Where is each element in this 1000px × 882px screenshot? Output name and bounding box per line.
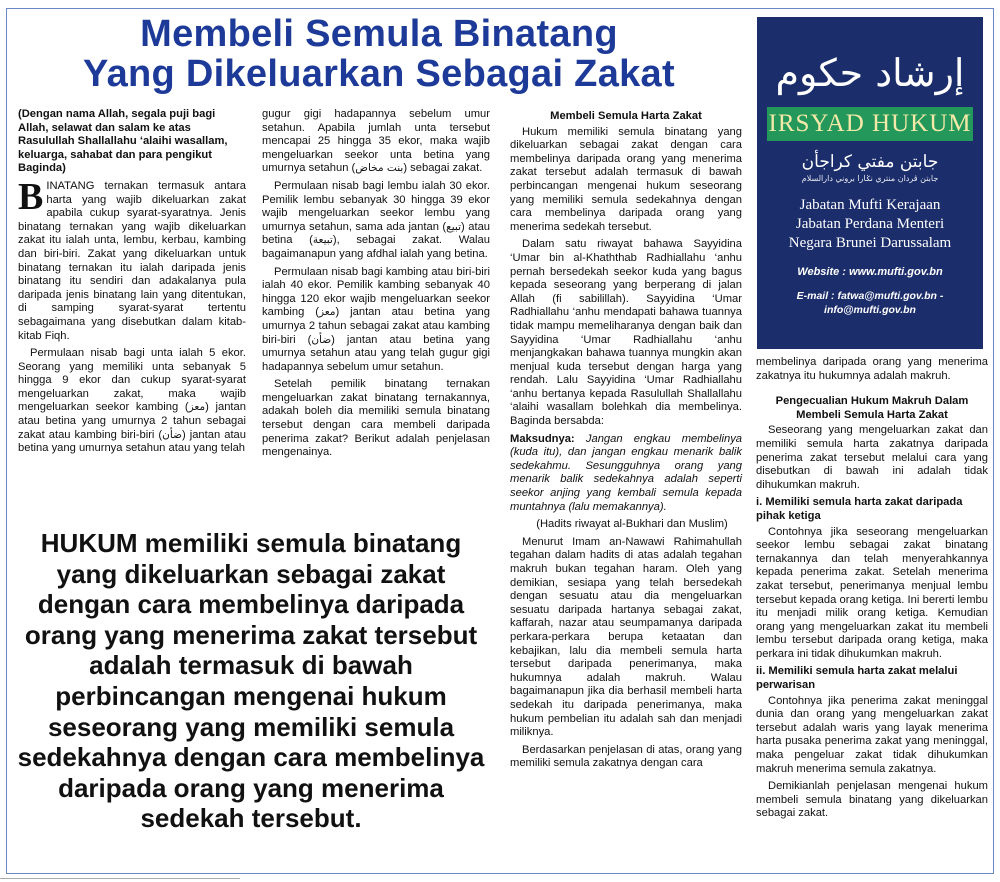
intro-paragraph: (Dengan nama Allah, segala puji bagi Allah, selawat dan salam ke atas Rasulullah Shallallahu ‘alaihi wasallam, keluarga, sahabat dan para pengikut Baginda)	[18, 108, 228, 175]
section-heading: Membeli Semula Harta Zakat	[550, 110, 702, 122]
col2-p2-c: ), sebagai zakat. Walau bagaimanapun yang afdhal ialah yang betina.	[262, 234, 490, 260]
col1-paragraph-2	[18, 347, 246, 456]
col3-paragraph-4: Berdasarkan penjelasan di atas, orang yang memiliki semula zakatnya dengan cara	[510, 743, 742, 770]
col2-p3-b: ) jantan atau betina yang umurnya 2 tahun sebagai zakat atau kambing biri-biri (	[262, 306, 490, 346]
col2-p2-b: ) atau betina (	[262, 220, 491, 247]
col1-p2-c: ) jantan atau betina yang umurnya setahun atau yang telah	[18, 428, 246, 455]
arabic-term: تبيع	[446, 220, 462, 233]
arabic-term: ضأن	[162, 428, 182, 441]
maksud-label: Maksudnya:	[510, 432, 575, 445]
hadith-quote	[510, 433, 742, 515]
column-1	[18, 108, 246, 460]
arabic-term: معز	[188, 401, 206, 414]
title-line-1: Membeli Semula Binatang	[140, 13, 618, 55]
col3-paragraph-1: Hukum memiliki semula binatang yang dikeluarkan sebagai zakat dengan cara membelinya daripada orang yang menerima zakat tersebut adalah termasuk di bawah perbincangan mengenai hukum seseorang yang memiliki semula sedekahnya dengan cara membelinya daripada orang yang menerima sedekah tersebut.	[510, 125, 742, 233]
col4-paragraph-3: Contohnya jika penerima zakat meninggal dunia dan orang yang mengeluarkan zakat tersebut adalah waris yang layak menerima harta pusaka penerima zakat yang meninggal, maka pengeluar zakat tidak dihukumkan makruh menerima semula zakatnya.	[756, 694, 988, 775]
col2-paragraph-2	[262, 180, 490, 262]
col1-p2-b: ) jantan atau betina yang umurnya 2 tahun sebagai zakat atau kambing biri-biri (	[18, 401, 246, 441]
col2-paragraph-1	[262, 108, 490, 176]
col1-p2-a: Permulaan nisab bagi unta ialah 5 ekor. Seorang yang memiliki unta sebanyak 5 hingga 9 ekor dan cukup syarat-syarat mengeluarkan zakat, maka wajib mengeluarkan seekor kambing (	[18, 347, 246, 414]
arabic-term: معز	[318, 306, 336, 319]
dept-line-3: Negara Brunei Darussalam	[788, 235, 952, 251]
col3-paragraph-3: Menurut Imam an-Nawawi Rahimahullah tegahan dalam hadits di atas adalah tegahan makruh bukan tegahan haram. Oleh yang demikian, sesiapa yang telah bersedekah dengan sesuatu atau dia mengeluarkan sesuatu daripada hartanya sebagai zakat, kaffarah, nazar atau seumpamanya daripada perkara-perkara berupa ketaatan dan kebajikan, lalu dia membeli semula harta tersebut daripada penerimanya, maka hukumnya adalah makruh. Walau bagaimanapun jika dia berhasil membeli harta sedekah itu daripada penerimanya, maka hukum pembelian itu adalah sah dan menjadi miliknya.	[510, 535, 742, 739]
col2-p1: gugur gigi hadapannya sebelum umur setahun. Apabila jumlah unta tersebut mencapai 25 hingga 35 ekor, maka wajib mengeluarkan seekor unta betina yang umurnya setahun (	[262, 108, 490, 175]
pull-quote: HUKUM memiliki semula binatang yang dikeluarkan sebagai zakat dengan cara membelinya daripada orang yang menerima zakat tersebut adalah termasuk di bawah perbincangan mengenai hukum seseorang yang memiliki semula sedekahnya dengan cara membelinya daripada orang yang menerima sedekah tersebut.	[17, 528, 485, 834]
arabic-term: بنت مخاض	[355, 162, 404, 175]
divider	[0, 878, 240, 879]
subheading-2: ii. Memiliki semula harta zakat melalui perwarisan	[756, 665, 958, 692]
arabic-term: ضأن	[311, 333, 332, 346]
title-line-2: Yang Dikeluarkan Sebagai Zakat	[83, 53, 675, 95]
dept-line-2: Jabatan Perdana Menteri	[795, 216, 945, 232]
col4-paragraph-2: Contohnya jika seseorang mengeluarkan seekor lembu sebagai zakat binatang ternakannya dan telah menyerahkannya kepada penerima zakat. Setelah menerima zakat tersebut, penerimanya menjual lembu tersebut kepada orang ketiga. Ini bererti lembu itu menjadi milik orang ketiga. Kemudian orang yang mengeluarkan zakat itu membeli lembu tersebut daripada orang ketiga, maka perkara ini tidak dihukumkan makruh.	[756, 525, 988, 660]
col1-paragraph-1	[18, 175, 246, 343]
drop-cap: B	[18, 175, 44, 218]
col2-p2-a: Permulaan nisab bagi lembu ialah 30 ekor. Pemilik lembu sebanyak 30 hingga 39 ekor wajib mengeluarkan seekor lembu yang umurnya setahun, sama ada jantan (	[262, 179, 490, 233]
subheading-1: i. Memiliki semula harta zakat daripada pihak ketiga	[756, 496, 963, 522]
col4-paragraph-0: membelinya daripada orang yang menerima zakatnya itu hukumnya adalah makruh.	[756, 356, 988, 382]
article-title	[10, 14, 748, 94]
col2-paragraph-4: Setelah pemilik binatang ternakan mengeluarkan zakat binatang ternakannya, adakah boleh dia memiliki semula binatang tersebut dengan cara membeli daripada penerima zakat? Berikut adalah penjelasan mengenainya.	[262, 378, 490, 459]
irsyad-hukum-logo	[757, 17, 983, 349]
arabic-calligraphy-title: إرشاد حكوم	[775, 51, 965, 95]
arabic-term: تبيعة	[312, 234, 333, 247]
col4-paragraph-1: Seseorang yang mengeluarkan zakat dan memiliki semula harta zakatnya daripada penerima zakat tersebut melalui cara yang disebutkan di bawah ini adalah tidak dihukumkan makruh.	[756, 424, 988, 491]
email-text: E-mail : fatwa@mufti.gov.bn - info@mufti.gov.bn	[796, 290, 944, 316]
col3-paragraph-2: Dalam satu riwayat bahawa Sayyidina ‘Umar bin al-Khaththab Radhiallahu ‘anhu pernah bersedekah seekor kuda yang bagus kepada seseorang yang berperang di jalan Allah (fi sabilillah). Sayyidina ‘Umar Radhiallahu ‘anhu mendapati bahawa tuannya tidak mampu memeliharanya dengan baik dan Sayyidina ‘Umar Radhiallahu ‘anhu menjangkakan bahawa tuannya mungkin akan menjual kuda tersebut dengan harga yang rendah. Lalu Sayyidina ‘Umar Radhiallahu ‘anhu bertanya kepada Rasulullah Shallallahu ‘alaihi wasallam bolehkah dia membelinya. Baginda bersabda:	[510, 238, 742, 428]
maksud-text: Jangan engkau membelinya (kuda itu), dan jangan engkau menarik balik sedekahmu. Sesungguhnya orang yang menarik balik sedekahnya adalah seperti seekor anjing yang kembali semula kepada muntahnya (lalu memakannya).	[510, 432, 743, 513]
logo-name: IRSYAD HUKUM	[767, 107, 973, 141]
website-text: Website : www.mufti.gov.bn	[797, 266, 943, 278]
col2-p3-a: Permulaan nisab bagi kambing atau biri-biri ialah 40 ekor. Pemilik kambing sebanyak 40 hingga 120 ekor wajib mengeluarkan seekor kambing (	[262, 265, 490, 319]
hadith-reference: (Hadits riwayat al-Bukhari dan Muslim)	[536, 518, 728, 531]
column-2	[262, 108, 490, 464]
column-4	[756, 356, 988, 825]
col2-p3-c: ) jantan atau betina yang umurnya setahun atau yang telah gugur gigi hadapannya sebelum umur setahun.	[262, 333, 490, 373]
col2-p1-end: ) sebagai zakat.	[403, 162, 483, 175]
arabic-department: جابتن مفتي كراجأن	[801, 152, 939, 172]
col1-p1-text: INATANG ternakan termasuk antara harta yang wajib dikeluarkan zakat apabila cukup syarat-syaratnya. Jenis binatang ternakan yang wajib dikeluarkan zakat itu ialah unta, lembu, kerbau, kambing dan biri-biri. Zakat yang dikeluarkan untuk binatang ternakan itu ialah daripada jenis binatang itu sendiri dan adakalanya pula daripada jenis binatang lain yang ditentukan, di samping syarat-syarat tertentu sebagaimana yang disebutkan dalam kitab-kitab Fiqh.	[18, 179, 246, 342]
arabic-subtitle: جابتن ڤردان منتري نݢارا بروني دارالسلام	[801, 174, 939, 183]
col2-paragraph-3	[262, 266, 490, 375]
section-heading: Pengecualian Hukum Makruh Dalam Membeli Semula Harta Zakat	[775, 395, 969, 421]
col4-paragraph-4: Demikianlah penjelasan mengenai hukum membeli semula binatang yang dikeluarkan sebagai zakat.	[756, 780, 988, 820]
column-3	[510, 108, 742, 775]
dept-line-1: Jabatan Mufti Kerajaan	[799, 197, 941, 213]
department-lines	[757, 196, 983, 253]
